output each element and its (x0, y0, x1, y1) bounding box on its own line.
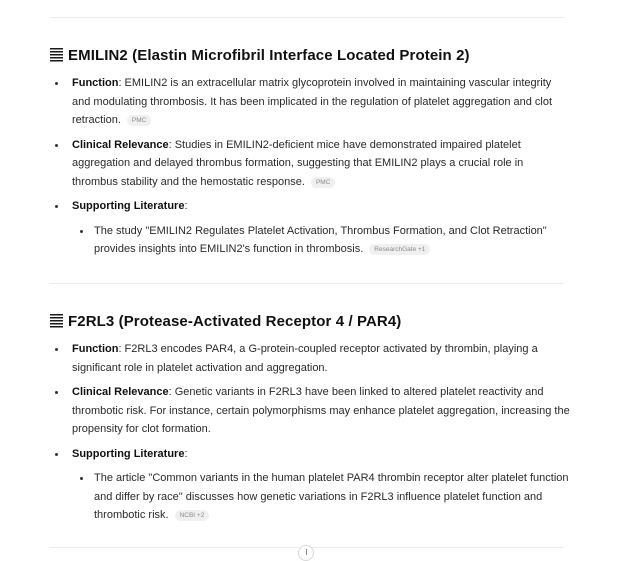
list-item-literature (50, 445, 570, 525)
literature-label: Supporting Literature (72, 200, 185, 212)
source-badge[interactable]: ResearchGate +1 (369, 244, 430, 255)
bullet (80, 477, 83, 480)
bullet (80, 230, 83, 233)
literature-text: The study "EMILIN2 Regulates Platelet Activation, Thrombus Formation, and Clot Retraction" provides insights into EMILIN2's function in thrombosis. (94, 224, 547, 255)
bullet (55, 453, 58, 456)
section-emilin2 (50, 45, 570, 259)
literature-text: The article "Common variants in the human platelet PAR4 thrombin receptor alter platelet function and differ by race" discusses how genetic variations in F2RL3 influence platelet function and thrombotic risk. (94, 472, 569, 521)
function-label: Function (72, 343, 119, 355)
bullet (55, 391, 58, 394)
source-badge[interactable]: PMC (311, 177, 335, 188)
detail-list (50, 340, 570, 525)
literature-colon: : (184, 200, 188, 212)
list-item-clinical (50, 136, 570, 192)
source-badge[interactable]: NCBI +2 (175, 510, 210, 521)
function-text: : F2RL3 encodes PAR4, a G-protein-coupled receptor activated by thrombin, playing a significant role in platelet activation and aggregation. (72, 343, 538, 374)
list-item-function (50, 340, 570, 377)
list-item-literature (50, 197, 570, 259)
clinical-text: : Genetic variants in F2RL3 have been linked to altered platelet reactivity and thrombotic risk. For instance, certain polymorphisms may enhance platelet aggregation, increasing the propensity for clot formation. (72, 386, 570, 435)
bullet (55, 205, 58, 208)
detail-list (50, 74, 570, 259)
section-title: F2RL3 (Protease-Activated Receptor 4 / PAR4) (68, 312, 402, 330)
section-f2rl3 (50, 311, 570, 525)
document-icon (50, 314, 63, 328)
section-heading (50, 45, 570, 65)
list-item-function (50, 74, 570, 130)
literature-sublist (72, 222, 570, 259)
section-divider (50, 283, 564, 284)
section-title: EMILIN2 (Elastin Microfibril Interface Located Protein 2) (68, 46, 470, 64)
function-label: Function (72, 77, 119, 89)
literature-sublist (72, 469, 570, 525)
source-badge[interactable]: PMC (127, 115, 151, 126)
bullet (55, 82, 58, 85)
literature-subitem (72, 469, 570, 525)
list-item-clinical (50, 383, 570, 439)
section-heading (50, 311, 570, 331)
function-text: : EMILIN2 is an extracellular matrix glycoprotein involved in maintaining vascular integrity and modulating thrombosis. It has been implicated in the regulation of platelet aggregation and clot retraction. (72, 77, 553, 126)
literature-colon: : (184, 447, 188, 460)
literature-label: Supporting Literature (72, 447, 185, 460)
bullet (55, 348, 58, 351)
literature-subitem (72, 222, 570, 259)
clinical-label: Clinical Relevance (72, 138, 169, 151)
scroll-down-button[interactable] (298, 545, 314, 561)
document-icon (50, 48, 63, 62)
clinical-label: Clinical Relevance (72, 386, 169, 398)
top-divider (50, 17, 564, 18)
clinical-text: : Studies in EMILIN2-deficient mice have demonstrated impaired platelet aggregation and delayed thrombus formation, suggesting that EMILIN2 plays a crucial role in thrombus stability and the hemostatic response. (72, 138, 524, 188)
bullet (55, 144, 58, 147)
